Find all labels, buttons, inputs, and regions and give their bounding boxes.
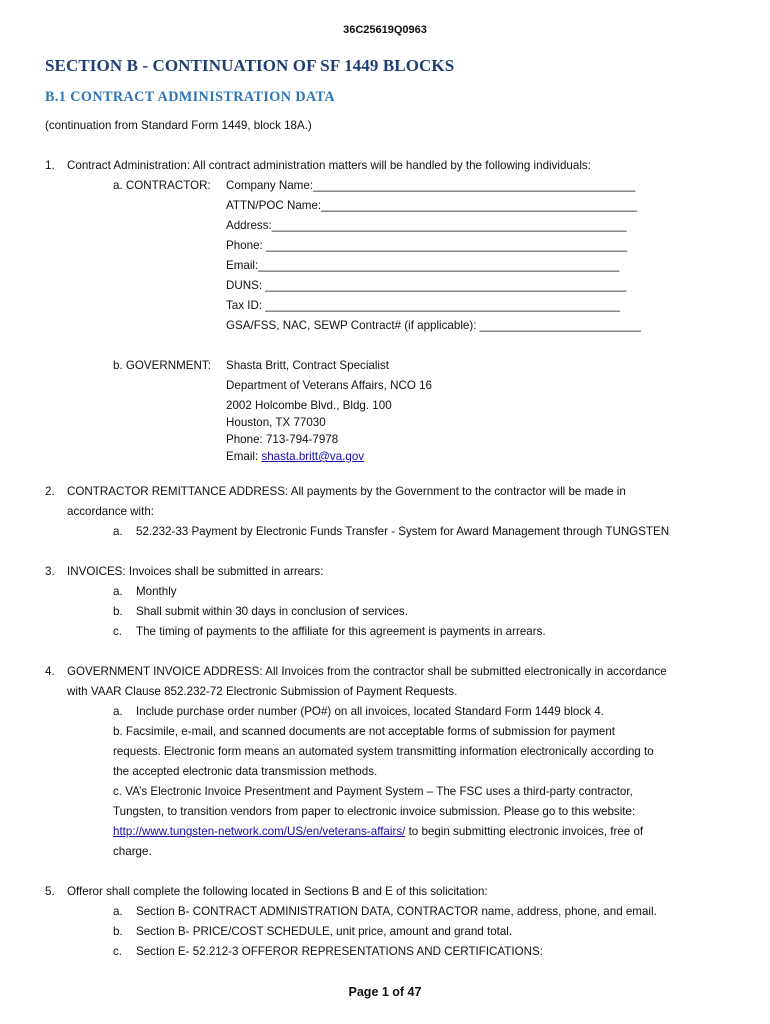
government-department: Department of Veterans Affairs, NCO 16 (226, 379, 432, 392)
item-2a-label: a. (113, 525, 123, 538)
item-4c-line-1: c. VA’s Electronic Invoice Presentment and Payment System – The FSC uses a third-party contractor, (113, 785, 633, 798)
section-subtitle: B.1 CONTRACT ADMINISTRATION DATA (45, 89, 336, 105)
item-4c-line-3-rest: to begin submitting electronic invoices, free of (405, 825, 644, 838)
continuation-note: (continuation from Standard Form 1449, block 18A.) (45, 119, 312, 132)
item-5b-label: b. (113, 925, 123, 938)
item-3-text: INVOICES: Invoices shall be submitted in arrears: (67, 565, 324, 578)
government-email-link[interactable]: shasta.britt@va.gov (261, 450, 365, 463)
item-5c-text: Section E- 52.212-3 OFFEROR REPRESENTATIONS AND CERTIFICATIONS: (136, 945, 543, 958)
item-4-line-1: GOVERNMENT INVOICE ADDRESS: All Invoices from the contractor shall be submitted electronically in accordance (67, 665, 667, 678)
government-name: Shasta Britt, Contract Specialist (226, 359, 390, 372)
government-label: b. GOVERNMENT: (113, 359, 211, 372)
item-5b-text: Section B- PRICE/COST SCHEDULE, unit price, amount and grand total. (136, 925, 513, 938)
item-5-text: Offeror shall complete the following located in Sections B and E of this solicitation: (67, 885, 488, 898)
item-3-number: 3. (45, 565, 55, 578)
item-4c-line-4: charge. (113, 845, 152, 858)
item-2-line-1: CONTRACTOR REMITTANCE ADDRESS: All payments by the Government to the contractor will be made in (67, 485, 626, 498)
item-4b-line-3: the accepted electronic data transmission methods. (113, 765, 378, 778)
government-phone: Phone: 713-794-7978 (226, 433, 339, 446)
item-3a-label: a. (113, 585, 123, 598)
item-5a-text: Section B- CONTRACT ADMINISTRATION DATA, CONTRACTOR name, address, phone, and email. (136, 905, 657, 918)
contractor-duns-field[interactable]: DUNS: ________________________________________________________ (226, 279, 627, 292)
item-3b-text: Shall submit within 30 days in conclusion of services. (136, 605, 408, 618)
item-2-line-2: accordance with: (67, 505, 154, 518)
document-number-header: 36C25619Q0963 (343, 24, 427, 36)
item-5c-label: c. (113, 945, 123, 958)
page-number-footer: Page 1 of 47 (348, 985, 422, 999)
item-2a-text: 52.232-33 Payment by Electronic Funds Transfer - System for Award Management through TUNGSTEN (136, 525, 670, 538)
section-title: SECTION B - CONTINUATION OF SF 1449 BLOCKS (45, 56, 455, 75)
item-5a-label: a. (113, 905, 123, 918)
contractor-phone-field[interactable]: Phone: ________________________________________________________ (226, 239, 628, 252)
item-4c-line-3 (113, 825, 643, 839)
contractor-label: a. CONTRACTOR: (113, 179, 211, 192)
contractor-poc-name-field[interactable]: ATTN/POC Name:_________________________________________________ (226, 199, 638, 212)
item-4b-line-2: requests. Electronic form means an automated system transmitting information electronically according to (113, 745, 654, 758)
item-2-number: 2. (45, 485, 55, 498)
contractor-tax-id-field[interactable]: Tax ID: _______________________________________________________ (226, 299, 620, 312)
item-1-text: Contract Administration: All contract administration matters will be handled by the following individuals: (67, 159, 591, 172)
contractor-company-name-field[interactable]: Company Name:__________________________________________________ (226, 179, 636, 192)
government-street: 2002 Holcombe Blvd., Bldg. 100 (226, 399, 392, 412)
item-3c-text: The timing of payments to the affiliate for this agreement is payments in arrears. (136, 625, 546, 638)
item-4a-text: Include purchase order number (PO#) on all invoices, located Standard Form 1449 block 4. (136, 705, 604, 718)
government-email-line (226, 450, 364, 464)
item-4-line-2: with VAAR Clause 852.232-72 Electronic Submission of Payment Requests. (67, 685, 458, 698)
item-4a-label: a. (113, 705, 123, 718)
item-4c-line-2: Tungsten, to transition vendors from paper to electronic invoice submission. Please go to this website: (113, 805, 636, 818)
tungsten-website-link[interactable]: http://www.tungsten-network.com/US/en/veterans-affairs/ (113, 825, 406, 838)
item-3b-label: b. (113, 605, 123, 618)
item-4b-line-1: b. Facsimile, e-mail, and scanned documents are not acceptable forms of submission for payment (113, 725, 615, 738)
item-3c-label: c. (113, 625, 123, 638)
item-5-number: 5. (45, 885, 55, 898)
item-1-number: 1. (45, 159, 55, 172)
item-4-number: 4. (45, 665, 55, 678)
contractor-email-field[interactable]: Email:________________________________________________________ (226, 259, 620, 272)
item-3a-text: Monthly (136, 585, 177, 598)
government-email-label: Email: (226, 450, 262, 463)
government-city: Houston, TX 77030 (226, 416, 326, 429)
contractor-address-field[interactable]: Address:_______________________________________________________ (226, 219, 627, 232)
contractor-contract-number-field[interactable]: GSA/FSS, NAC, SEWP Contract# (if applicable): _________________________ (226, 319, 641, 332)
